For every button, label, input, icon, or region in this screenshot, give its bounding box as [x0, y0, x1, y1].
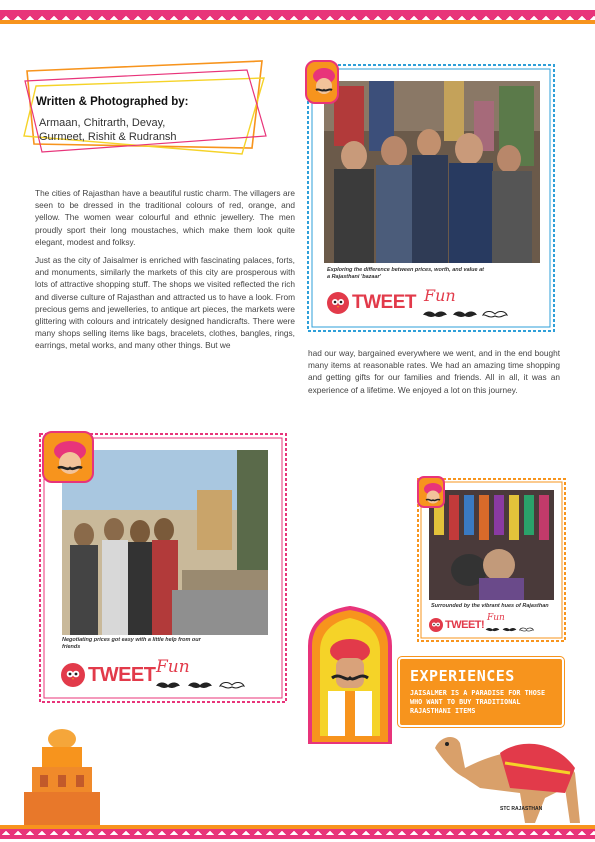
palace-illustration — [22, 727, 102, 827]
article-column-right — [308, 347, 560, 402]
photo-frame-puppets — [417, 478, 566, 642]
fun-label: Fun — [487, 613, 505, 623]
tweet-logo — [61, 663, 156, 687]
experiences-subtitle: JAISALMER IS A PARADISE FOR THOSE WHO WANT TO BUY TRADITIONAL RAJASTHANI ITEMS — [410, 689, 546, 715]
moustache-icon — [154, 681, 182, 691]
rajasthani-man-badge-icon — [417, 476, 445, 508]
street-stall-photo — [62, 450, 268, 635]
author-title: Written & Photographed by: — [36, 96, 189, 108]
tweet-bird-icon — [61, 663, 85, 687]
experiences-callout — [398, 657, 564, 727]
market-group-photo — [324, 81, 540, 263]
moustache-outline-icon — [519, 627, 534, 633]
top-decorative-border — [0, 10, 595, 24]
tweet-bird-icon — [429, 618, 443, 632]
moustache-outline-icon — [218, 681, 246, 691]
rajasthani-man-illustration — [300, 606, 400, 744]
footer-tag: STC RAJASTHAN — [500, 806, 543, 812]
author-names — [39, 116, 239, 144]
bargaining-photo-caption: Negotiating prices got easy with a little help from our friends — [62, 637, 201, 650]
fun-label: Fun — [156, 657, 190, 677]
moustache-icon — [422, 310, 448, 320]
tweet-label: TWEET! — [445, 619, 485, 631]
moustache-outline-icon — [482, 310, 508, 320]
camel-illustration — [425, 728, 590, 828]
tweet-logo — [327, 292, 416, 314]
rajasthani-man-badge-icon — [42, 431, 94, 483]
moustache-icon — [186, 681, 214, 691]
tweet-label: TWEET — [88, 663, 156, 686]
photo-frame-market — [307, 64, 555, 332]
photo-frame-bargaining — [39, 433, 287, 703]
experiences-title: EXPERIENCES — [410, 667, 515, 685]
moustache-rating — [422, 310, 508, 320]
moustache-icon — [452, 310, 478, 320]
tweet-label: TWEET — [352, 292, 416, 313]
author-names-line-2: Gurmeet, Rishit & Rudransh — [39, 131, 177, 143]
fun-label: Fun — [424, 286, 456, 305]
rajasthani-man-badge-icon — [305, 60, 339, 104]
puppet-shop-photo — [429, 490, 554, 600]
article-column-left — [35, 187, 295, 358]
moustache-icon — [485, 627, 500, 633]
author-names-line-1: Armaan, Chitrarth, Devay, — [39, 117, 166, 129]
paragraph-3: had our way, bargained everywhere we went, and in the end bought many items at reasonable rates. We had an amazing time shopping and getting gifts for our families and friends. All in all, it was an experience of a lifetime. We enjoyed a lot on this journey. — [308, 348, 560, 395]
market-photo-caption: Exploring the difference between prices, worth, and value at a Rajasthani 'bazaar' — [327, 267, 484, 280]
moustache-rating — [154, 681, 246, 691]
moustache-rating — [485, 627, 534, 633]
tweet-bird-icon — [327, 292, 349, 314]
puppet-photo-caption: Surrounded by the vibrant hues of Rajasthan — [431, 603, 549, 609]
moustache-icon — [502, 627, 517, 633]
author-credit-box — [22, 56, 267, 156]
bottom-decorative-border — [0, 825, 595, 839]
tweet-logo — [429, 618, 484, 632]
paragraph-1: The cities of Rajasthan have a beautiful rustic charm. The villagers are seen to be dressed in the traditional colours of red, orange, and yellow. The women wear colourful and ethnic jewellery. The men proudly sport their long moustaches, which make them look quite elegant, modest and folksy. — [35, 188, 295, 247]
paragraph-2: Just as the city of Jaisalmer is enriched with fascinating palaces, forts, and monuments, similarly the markets of this city are prosperous with lots of attractive shopping stuff. The shops we visited reflected the rich and diverse culture of Rajasthan and attracted us to have a look. From precious gems and jewelleries, to antique art pieces, the markets were glittering with colours and intricately designed handicrafts. There were many shops selling items like bags, bracelets, clothes, bangles, rings, earrings, metal works, and many other things. But we — [35, 255, 295, 351]
